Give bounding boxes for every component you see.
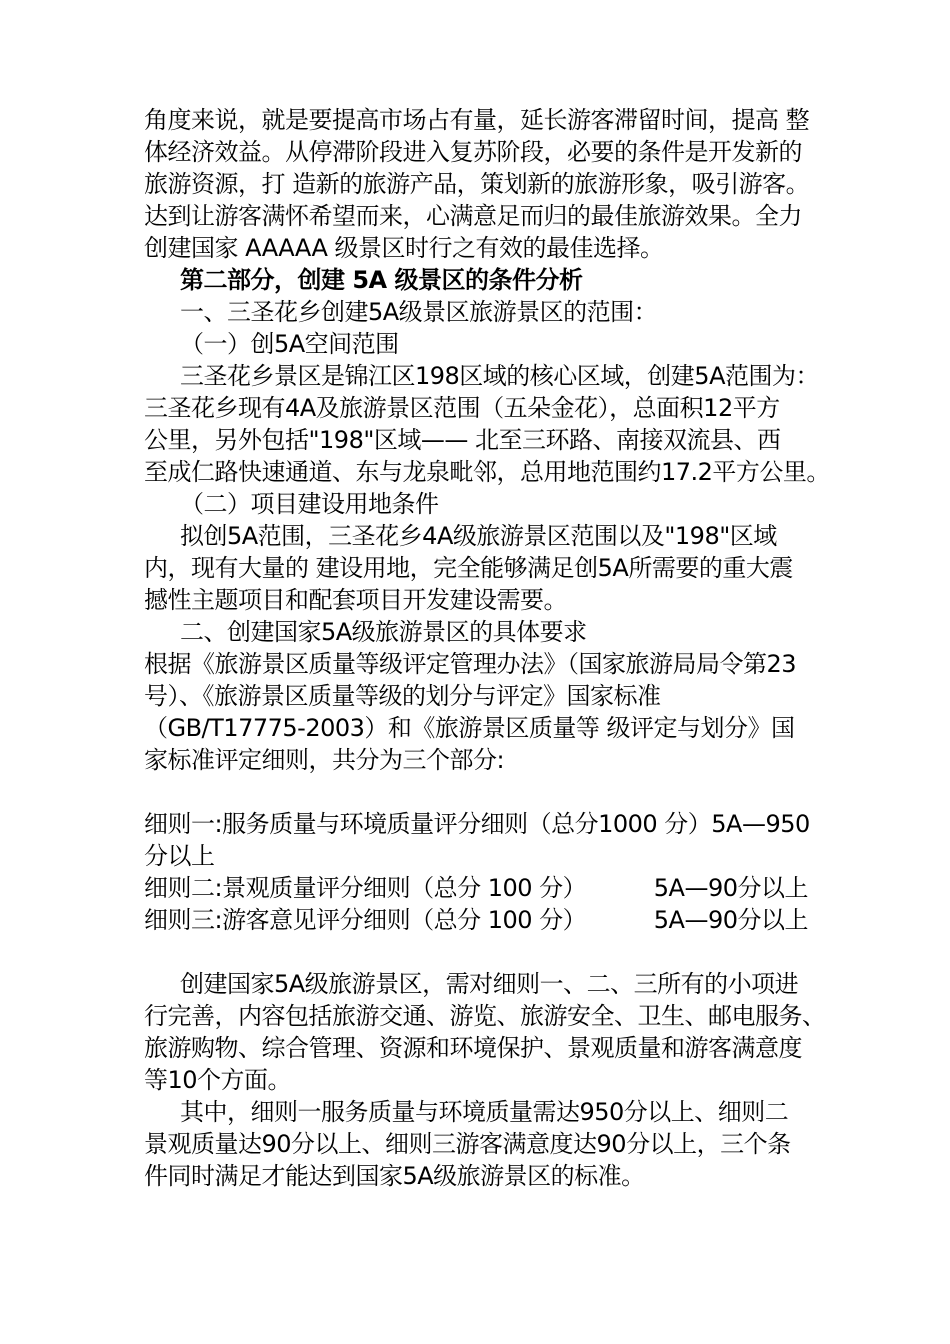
paragraph-line: 号）、《旅游景区质量等级的划分与评定》国家标准 bbox=[144, 682, 661, 710]
paragraph-line: （GB/T17775-2003）和《旅游景区质量等 级评定与划分》国 bbox=[144, 714, 795, 742]
paragraph-line: 根据《旅游景区质量等级评定管理办法》（国家旅游局局令第23 bbox=[144, 650, 797, 678]
paragraph-line: 至成仁路快速通道、东与龙泉毗邻，总用地范围约17.2平方公里。 bbox=[144, 458, 830, 486]
paragraph-line: 旅游购物、综合管理、资源和环境保护、景观质量和游客满意度 bbox=[144, 1034, 802, 1062]
subheading: 二、创建国家5A级旅游景区的具体要求 bbox=[180, 618, 587, 646]
paragraph-line: 行完善，内容包括旅游交通、游览、旅游安全、卫生、邮电服务、 bbox=[144, 1002, 826, 1030]
paragraph-line: 创建国家5A级旅游景区，需对细则一、二、三所有的小项进 bbox=[180, 970, 799, 998]
rule-item-2-score: 5A—90分以上 bbox=[653, 874, 808, 902]
paragraph-line: 内，现有大量的 建设用地，完全能够满足创5A所需要的重大震 bbox=[144, 554, 793, 582]
paragraph-line: 件同时满足才能达到国家5A级旅游景区的标准。 bbox=[144, 1162, 645, 1190]
rule-item-1: 细则一:服务质量与环境质量评分细则（总分1000 分）5A—950 bbox=[144, 810, 810, 838]
paragraph-line: 达到让游客满怀希望而来，心满意足而归的最佳旅游效果。全力 bbox=[144, 202, 802, 230]
paragraph-line: 等10个方面。 bbox=[144, 1066, 292, 1094]
paragraph-line: 旅游资源，打 造新的旅游产品，策划新的旅游形象，吸引游客。 bbox=[144, 170, 810, 198]
paragraph-line: 三圣花乡景区是锦江区198区域的核心区域，创建5A范围为： bbox=[180, 362, 819, 390]
rule-item-2 bbox=[144, 872, 808, 904]
paragraph-line: 家标准评定细则，共分为三个部分: bbox=[144, 746, 505, 774]
subheading: 一、三圣花乡创建5A级景区旅游景区的范围： bbox=[180, 298, 658, 326]
rule-item-1-continued: 分以上 bbox=[144, 842, 215, 870]
paragraph-line: 三圣花乡现有4A及旅游景区范围（五朵金花），总面积12平方 bbox=[144, 394, 780, 422]
paragraph-line: 拟创5A范围，三圣花乡4A级旅游景区范围以及"198"区域 bbox=[180, 522, 777, 550]
subheading: （一）创5A空间范围 bbox=[180, 330, 399, 358]
paragraph-line: 景观质量达90分以上、细则三游客满意度达90分以上，三个条 bbox=[144, 1130, 791, 1158]
paragraph-line: 撼性主题项目和配套项目开发建设需要。 bbox=[144, 586, 567, 614]
subheading: （二）项目建设用地条件 bbox=[180, 490, 439, 518]
rule-item-3 bbox=[144, 904, 808, 936]
rule-item-3-label: 细则三:游客意见评分细则（总分 100 分） bbox=[144, 906, 587, 934]
paragraph-line: 体经济效益。从停滞阶段进入复苏阶段，必要的条件是开发新的 bbox=[144, 138, 802, 166]
paragraph-line: 角度来说，就是要提高市场占有量，延长游客滞留时间，提高 整 bbox=[144, 106, 810, 134]
paragraph-line: 其中，细则一服务质量与环境质量需达950分以上、细则二 bbox=[180, 1098, 789, 1126]
rule-item-3-score: 5A—90分以上 bbox=[653, 906, 808, 934]
paragraph-line: 公里，另外包括"198"区域—— 北至三环路、南接双流县、西 bbox=[144, 426, 781, 454]
rule-item-2-label: 细则二:景观质量评分细则（总分 100 分） bbox=[144, 874, 587, 902]
paragraph-line: 创建国家 AAAAA 级景区时行之有效的最佳选择。 bbox=[144, 234, 664, 262]
section-heading: 第二部分，创建 5A 级景区的条件分析 bbox=[180, 266, 583, 294]
